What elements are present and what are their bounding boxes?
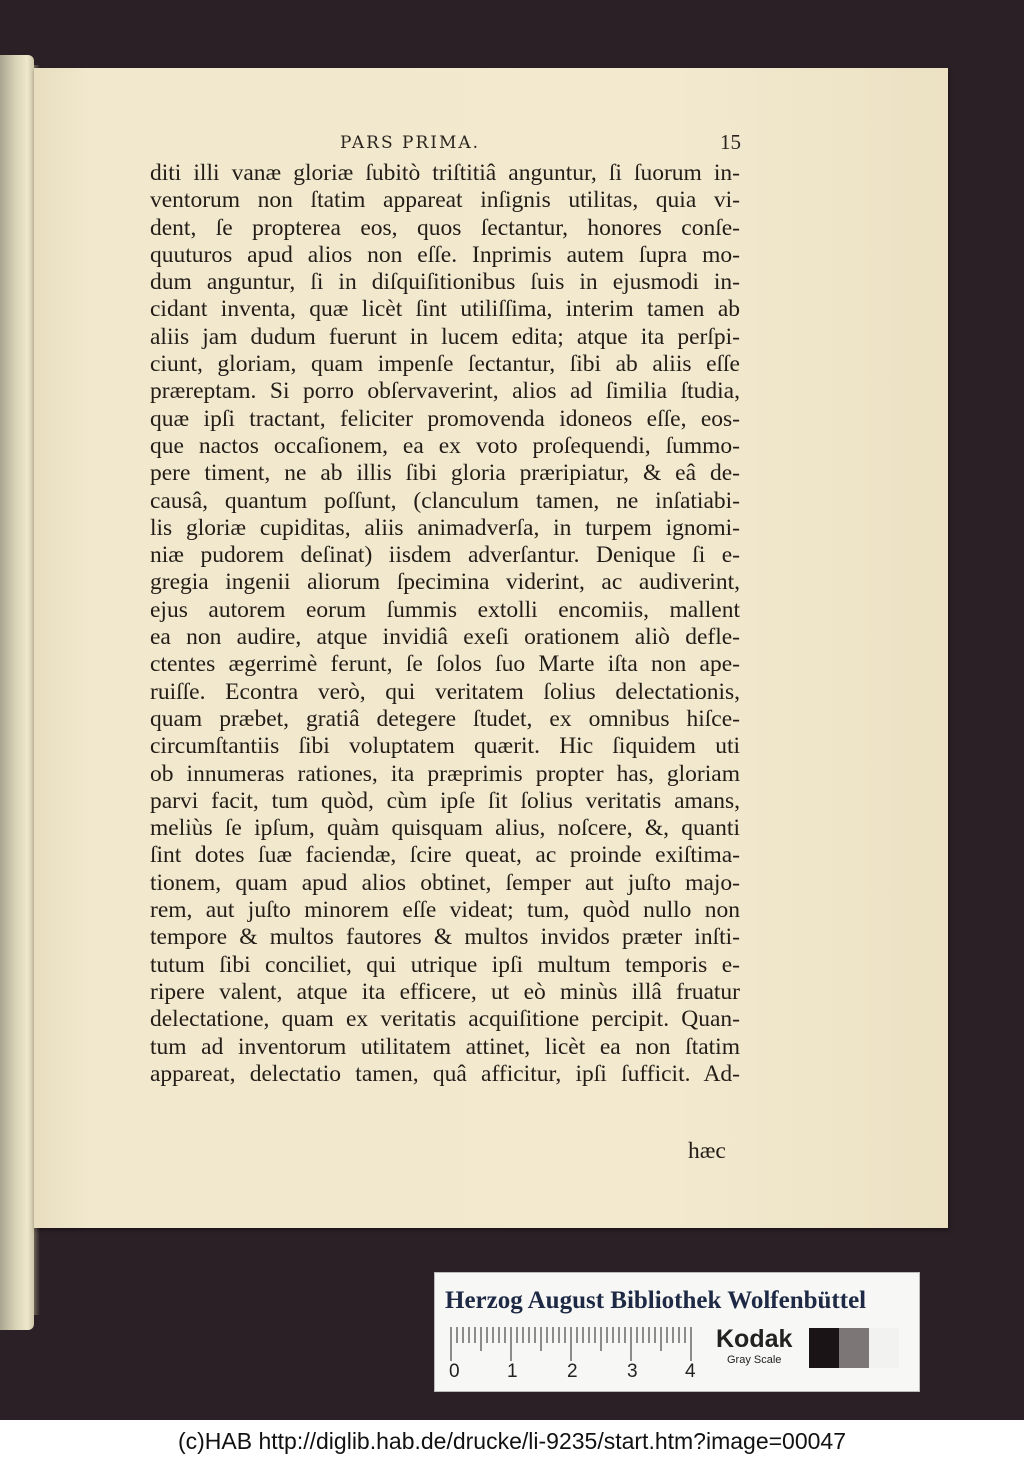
ruler-number: 4 (685, 1361, 696, 1382)
text-line: tutum ſibi conciliet, qui utrique ipſi multum temporis e- (150, 951, 740, 978)
text-line: tum ad inventorum utilitatem attinet, licèt ea non ſtatim (150, 1033, 740, 1060)
ruler (449, 1327, 699, 1361)
running-head: PARS PRIMA. (340, 133, 481, 153)
text-line: ob innumeras rationes, ita præprimis propter has, gloriam (150, 760, 740, 787)
text-line: causâ, quantum poſſunt, (clanculum tamen, ne inſatiabi- (150, 487, 740, 514)
text-line: aliis jam dudum fuerunt in lucem edita; atque ita perſpi- (150, 323, 740, 350)
text-line: delectatione, quam ex veritatis acquiſitione percipit. Quan- (150, 1006, 740, 1033)
text-line: ventorum non ſtatim appareat inſignis utilitas, quia vi- (150, 187, 740, 214)
footer-credit: (c)HAB http://diglib.hab.de/drucke/li-9235/start.htm?image=00047 (177, 1428, 846, 1454)
text-block (150, 160, 740, 1088)
gray-scale-label: Gray Scale (727, 1354, 782, 1366)
text-line: ctentes ægerrimè ferunt, ſe ſolos ſuo Marte iſta non ape- (150, 651, 740, 678)
text-line: niæ pudorem deſinat) iisdem adverſantur. Denique ſi e- (150, 542, 740, 569)
left-page-edge (0, 55, 34, 1330)
text-line: ciunt, gloriam, quam impenſe ſectantur, ſibi ab aliis eſſe (150, 351, 740, 378)
text-line: dum anguntur, ſi in diſquiſitionibus ſuis in ejusmodi in- (150, 269, 740, 296)
text-line: meliùs ſe ipſum, quàm quisquam alius, noſcere, &, quanti (150, 815, 740, 842)
text-line: ea non audire, atque invidiâ exeſi orationem aliò defle- (150, 624, 740, 651)
text-line: ripere valent, atque ita efficere, ut eò minùs illâ fruatur (150, 978, 740, 1005)
catchword: hæc (688, 1138, 726, 1164)
page-number: 15 (720, 130, 741, 154)
text-line: præreptam. Si porro obſervaverint, alios ad ſimilia ſtudia, (150, 378, 740, 405)
ruler-number: 3 (627, 1361, 638, 1382)
library-name: Herzog August Bibliothek Wolfenbüttel (445, 1287, 867, 1314)
text-line: quæ ipſi tractant, feliciter promovenda idoneos eſſe, eos- (150, 405, 740, 432)
text-line: pere timent, ne ab illis ſibi gloria præripiatur, & eâ de- (150, 460, 740, 487)
gray-swatch (869, 1328, 899, 1368)
text-line: que nactos occaſionem, ea ex voto proſequendi, ſummo- (150, 432, 740, 459)
text-line: lis gloriæ cupiditas, aliis animadverſa, in turpem ignomi- (150, 514, 740, 541)
text-line: ſint dotes ſuæ faciendæ, ſcire queat, ac proinde exiſtima- (150, 842, 740, 869)
text-line: ejus autorem eorum ſummis extolli encomiis, mallent (150, 596, 740, 623)
text-line: diti illi vanæ gloriæ ſubitò triſtitiâ anguntur, ſi ſuorum in- (150, 160, 740, 186)
text-line: parvi facit, tum quòd, cùm ipſe ſit ſolius veritatis amans, (150, 787, 740, 814)
text-line: quuturos apud alios non eſſe. Inprimis autem ſupra mo- (150, 241, 740, 268)
ruler-number: 1 (507, 1361, 518, 1382)
text-line: tempore & multos fautores & multos invidos præter inſti- (150, 924, 740, 951)
color-bar-card (434, 1272, 920, 1392)
text-line: rem, aut juſto minorem eſſe videat; tum, quòd nullo non (150, 897, 740, 924)
text-line: appareat, delectatio tamen, quâ afficitur, ipſi ſufficit. Ad- (150, 1060, 740, 1087)
text-line: cidant inventa, quæ licèt ſint utiliſſima, interim tamen ab (150, 296, 740, 323)
text-line: circumſtantiis ſibi voluptatem quærit. Hic ſiquidem uti (150, 733, 740, 760)
ruler-number: 0 (449, 1361, 460, 1382)
text-line: dent, ſe propterea eos, quos ſectantur, honores conſe- (150, 214, 740, 241)
ruler-number: 2 (567, 1361, 578, 1382)
gray-scale-swatches (809, 1328, 899, 1368)
gray-swatch (839, 1328, 869, 1368)
kodak-logo: Kodak (716, 1325, 793, 1353)
text-line: gregia ingenii aliorum ſpecimina viderint, ac audiverint, (150, 569, 740, 596)
gray-swatch (809, 1328, 839, 1368)
text-line: tionem, quam apud alios obtinet, ſemper aut juſto majo- (150, 869, 740, 896)
text-line: quam præbet, gratiâ detegere ſtudet, ex omnibus hiſce- (150, 705, 740, 732)
text-line: ruiſſe. Econtra verò, qui veritatem ſolius delectationis, (150, 678, 740, 705)
